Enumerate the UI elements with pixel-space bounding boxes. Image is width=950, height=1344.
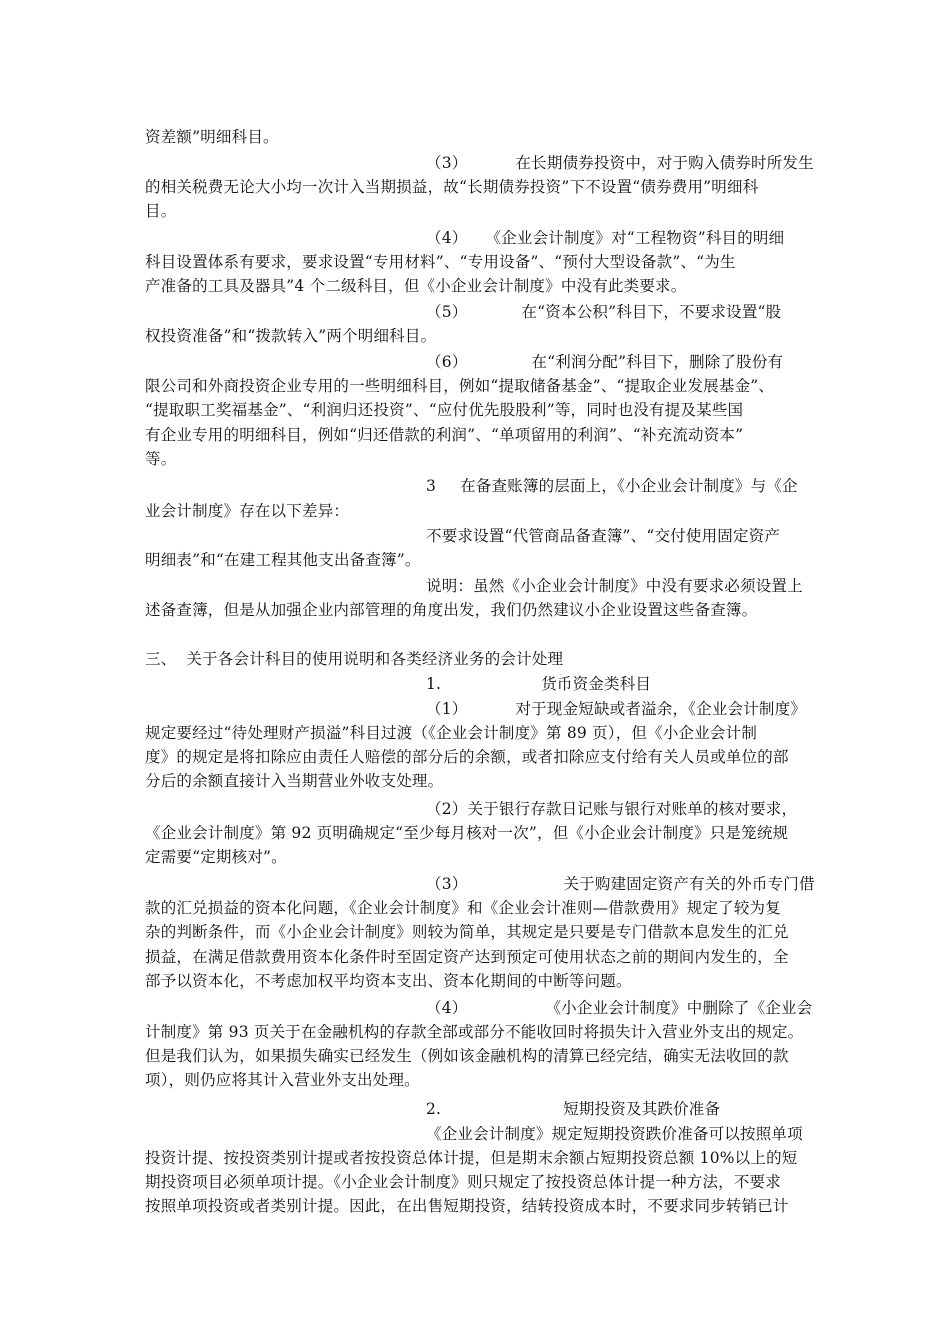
text-line: 《企业会计制度》规定短期投资跌价准备可以按照单项: [426, 1125, 803, 1143]
text-line: 计制度》第 93 页关于在金融机构的存款全部或部分不能收回时将损失计入营业外支出的规定。: [145, 1023, 804, 1041]
list-item-3: （3） 关于购建固定资产有关的外币专门借: [426, 875, 815, 893]
item-number: （3）: [426, 875, 468, 893]
text-line: 资差额”明细科目。: [145, 128, 279, 146]
list-item-4: （4） 《小企业会计制度》中删除了《企业会: [426, 999, 813, 1017]
subsection-heading-2: 2. 短期投资及其跌价准备: [426, 1100, 721, 1118]
item-number: （4）: [426, 229, 468, 247]
note-paragraph: 说明：虽然《小企业会计制度》中没有要求必须设置上: [426, 577, 803, 595]
list-item-6: （6） 在“利润分配”科目下，删除了股份有: [426, 353, 784, 371]
item-number: （3）: [426, 154, 468, 172]
text-line: 分后的余额直接计入当期营业外收支处理。: [145, 772, 444, 790]
text-line: 部予以资本化，不考虑加权平均资本支出、资本化期间的中断等问题。: [145, 972, 632, 990]
text-line: 损益，在满足借款费用资本化条件时至固定资产达到预定可使用状态之前的期间内发生的，全: [145, 948, 789, 966]
text-line: 杂的判断条件，而《小企业会计制度》则较为简单，其规定是只要是专门借款本息发生的汇兑: [145, 923, 789, 941]
text-line: “提取职工奖福基金”、“利润归还投资”、“应付优先股股利”等，同时也没有提及某些国: [145, 401, 744, 419]
text-line: 明细表”和“在建工程其他支出备查簿”。: [145, 551, 421, 569]
section-number: 三、: [145, 650, 177, 668]
item-number: 1.: [426, 675, 442, 693]
text-line: 权投资准备”和“拨款转入”两个明细科目。: [145, 327, 437, 345]
item-number: （5）: [426, 303, 468, 321]
text-line: 的相关税费无论大小均一次计入当期损益，故“长期债券投资”下不设置“债券费用”明细科: [145, 178, 759, 196]
subsection-heading-1: 1. 货币资金类科目: [426, 675, 652, 693]
list-item-4: （4） 《企业会计制度》对“工程物资”科目的明细: [426, 229, 785, 247]
list-item-3: （3） 在长期债券投资中，对于购入债券时所发生: [426, 154, 814, 172]
text-line: 业会计制度》存在以下差异：: [145, 502, 350, 520]
text-line: 产准备的工具及器具”4 个二级科目，但《小企业会计制度》中没有此类要求。: [145, 277, 687, 295]
text-line: 度》的规定是将扣除应由责任人赔偿的部分后的余额，或者扣除应支付给有关人员或单位的部: [145, 748, 789, 766]
item-number: 2.: [426, 1100, 442, 1118]
text-line: 等。: [145, 450, 177, 468]
item-number: （4）: [426, 999, 468, 1017]
text-line: 规定要经过“待处理财产损溢”科目过渡（《企业会计制度》第 89 页），但《小企业会计制: [145, 724, 758, 742]
text-line: 投资计提、按投资类别计提或者按投资总体计提，但是期末余额占短期投资总额 10%以上的短: [145, 1149, 798, 1167]
text-line: 目。: [145, 202, 177, 220]
text-line: 述备查簿，但是从加强企业内部管理的角度出发，我们仍然建议小企业设置这些备查簿。: [145, 601, 758, 619]
text-line: 项），则仍应将其计入营业外支出处理。: [145, 1071, 420, 1089]
list-item-5: （5） 在“资本公积”科目下，不要求设置“股: [426, 303, 782, 321]
text-line: 按照单项投资或者类别计提。因此，在出售短期投资，结转投资成本时，不要求同步转销已计: [145, 1197, 789, 1215]
item-number: （6）: [426, 353, 468, 371]
text-line: 限公司和外商投资企业专用的一些明细科目，例如“提取储备基金”、“提取企业发展基金”、: [145, 377, 775, 395]
text-line: 《企业会计制度》第 92 页明确规定“至少每月核对一次”，但《小企业会计制度》只是笼统规: [145, 824, 789, 842]
section-heading: 三、 关于各会计科目的使用说明和各类经济业务的会计处理: [145, 650, 564, 668]
text-line: 不要求设置“代管商品备查簿”、“交付使用固定资产: [426, 527, 781, 545]
text-line: 期投资项目必须单项计提。《小企业会计制度》则只规定了按投资总体计提一种方法，不要求: [145, 1173, 781, 1191]
text-line: 有企业专用的明细科目，例如“归还借款的利润”、“单项留用的利润”、“补充流动资本”: [145, 426, 744, 444]
section-item-3: 3 在备查账簿的层面上，《小企业会计制度》与《企: [426, 477, 798, 495]
list-item-2: （2）关于银行存款日记账与银行对账单的核对要求，: [426, 800, 798, 818]
text-line: 但是我们认为，如果损失确实已经发生（例如该金融机构的清算已经完结，确实无法收回的款: [145, 1047, 789, 1065]
list-item-1: （1） 对于现金短缺或者溢余，《企业会计制度》: [426, 700, 807, 718]
item-number: 3: [426, 477, 437, 495]
text-line: 定需要“定期核对”。: [145, 848, 287, 866]
item-number: （1）: [426, 700, 468, 718]
text-line: 款的汇兑损益的资本化问题，《企业会计制度》和《企业会计准则—借款费用》规定了较为复: [145, 899, 781, 917]
text-line: 科目设置体系有要求，要求设置“专用材料”、“专用设备”、“预付大型设备款”、“为生: [145, 253, 736, 271]
